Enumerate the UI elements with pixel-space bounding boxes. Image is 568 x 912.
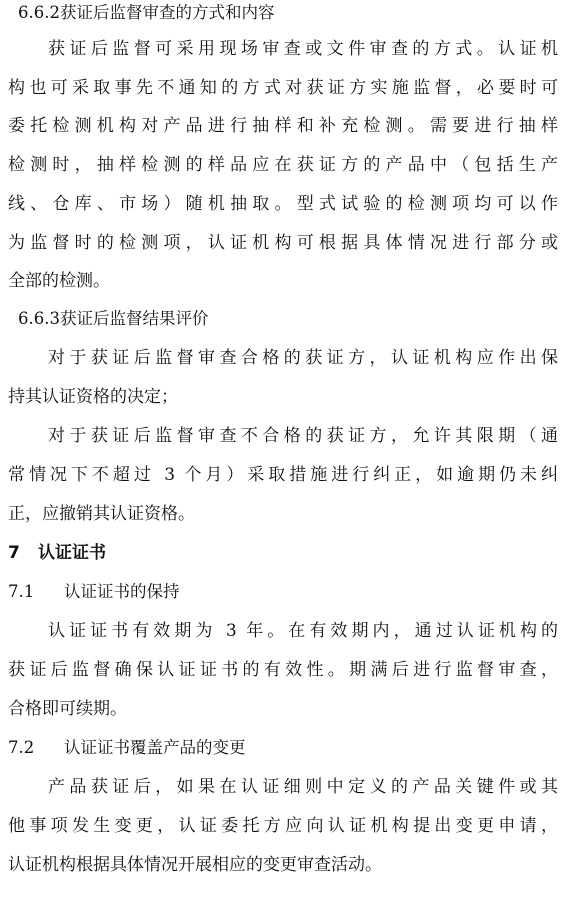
heading-text: 认证证书 [38, 543, 106, 563]
paragraph-line: 常情况下不超过 3 个月）采取措施进行纠正，如逾期仍未纠 [8, 465, 558, 485]
heading-6-6-3 [18, 301, 568, 337]
paragraph-line: 构也可采取事先不通知的方式对获证方实施监督，必要时可 [8, 78, 558, 98]
paragraph-line: 他事项发生变更，认证委托方应向认证机构提出变更申请， [8, 816, 558, 836]
heading-number: 6.6.2 [18, 3, 60, 22]
paragraph-line: 检测时，抽样检测的样品应在获证方的产品中（包括生产 [8, 155, 558, 175]
paragraph-line: 获证后监督可采用现场审查或文件审查的方式。认证机 [48, 39, 558, 59]
paragraph-line: 对于获证后监督审查合格的获证方，认证机构应作出保 [48, 348, 558, 368]
heading-7-1 [8, 574, 568, 610]
heading-7 [8, 535, 568, 571]
paragraph-line: 对于获证后监督审查不合格的获证方，允许其限期（通 [48, 426, 558, 446]
paragraph-line: 为监督时的检测项，认证机构可根据具体情况进行部分或 [8, 233, 558, 253]
paragraph-line: 持其认证资格的决定； [8, 387, 178, 407]
heading-number: 7.2 [8, 738, 35, 757]
paragraph-line: 认证证书有效期为 3 年。在有效期内，通过认证机构的 [48, 621, 558, 641]
heading-number: 6.6.3 [18, 309, 60, 328]
heading-7-2 [8, 730, 568, 766]
paragraph-line: 委托检测机构对产品进行抽样和补充检测。需要进行抽样 [8, 116, 558, 136]
heading-number: 7 [8, 543, 20, 563]
paragraph-line: 认证机构根据具体情况开展相应的变更审查活动。 [8, 855, 382, 875]
paragraph-line: 正，应撤销其认证资格。 [8, 504, 195, 524]
paragraph-line: 获证后监督确保认证证书的有效性。期满后进行监督审查， [8, 660, 558, 680]
paragraph-line: 全部的检测。 [8, 271, 110, 291]
heading-6-6-2 [18, 0, 568, 31]
paragraph-line: 线、仓库、市场）随机抽取。型式试验的检测项均可以作 [8, 194, 558, 214]
paragraph-line: 产品获证后，如果在认证细则中定义的产品关键件或其 [48, 777, 558, 797]
heading-number: 7.1 [8, 582, 35, 601]
heading-text: 认证证书的保持 [64, 582, 180, 601]
heading-text: 认证证书覆盖产品的变更 [64, 738, 246, 757]
heading-text: 获证后监督审查的方式和内容 [59, 3, 275, 22]
paragraph-line: 合格即可续期。 [8, 699, 127, 719]
heading-text: 获证后监督结果评价 [59, 309, 209, 328]
